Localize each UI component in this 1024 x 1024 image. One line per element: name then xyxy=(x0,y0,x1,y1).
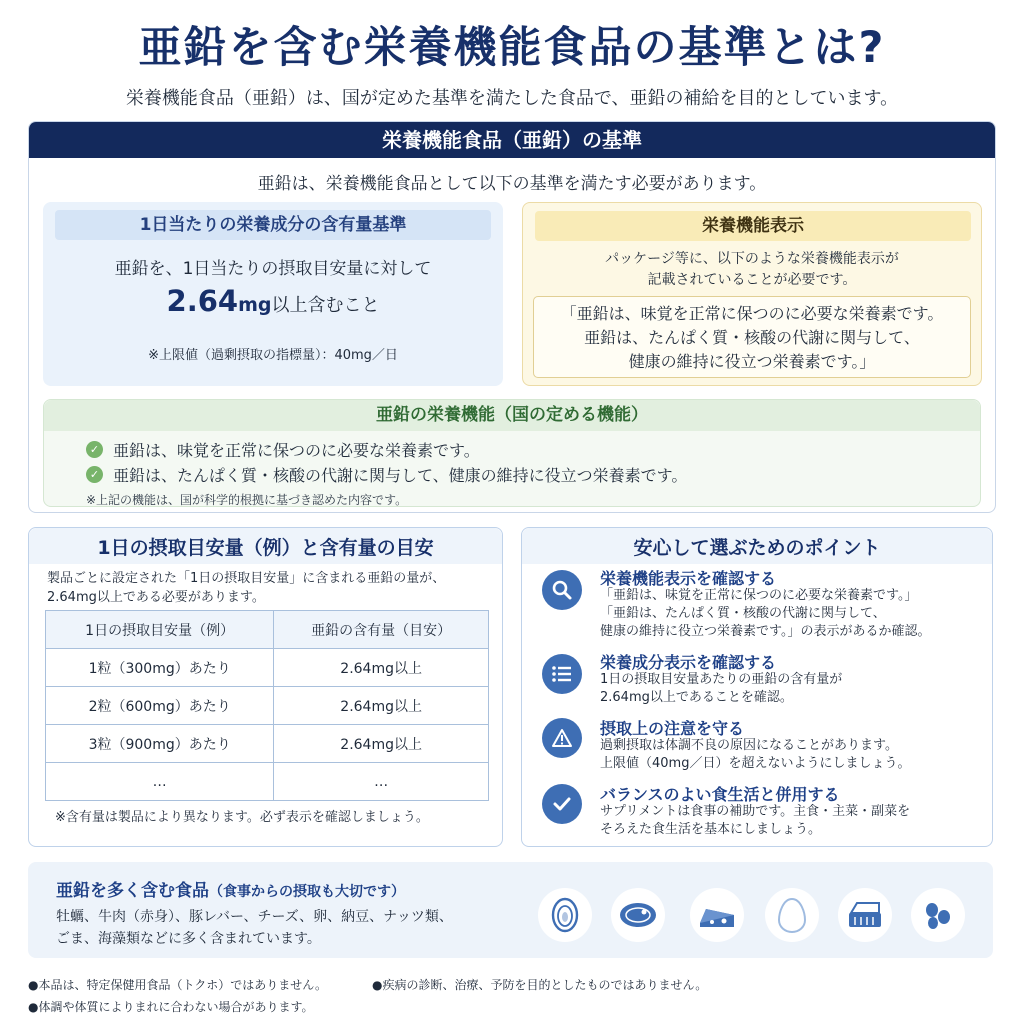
label-heading: 栄養機能表示 xyxy=(535,211,971,241)
point-line: 「亜鉛は、たんぱく質・核酸の代謝に関与して、 xyxy=(600,606,886,621)
foods-title xyxy=(56,876,405,901)
function-item xyxy=(86,463,687,486)
selection-points-panel xyxy=(521,527,993,847)
cheese-icon xyxy=(690,888,744,942)
label-desc-line: パッケージ等に、以下のような栄養機能表示が xyxy=(605,251,899,267)
table-cell: 2.64mg以上 xyxy=(274,725,489,763)
function-item-text: 亜鉛は、味覚を正常に保つのに必要な栄養素です。 xyxy=(113,441,480,460)
label-description xyxy=(523,249,981,291)
function-heading: 亜鉛の栄養機能（国の定める機能） xyxy=(44,400,980,431)
intake-unit: mg xyxy=(238,294,272,316)
points-heading: 安心して選ぶためのポイント xyxy=(633,537,881,559)
foods-title-main: 亜鉛を多く含む食品 xyxy=(56,881,209,901)
intake-example-panel xyxy=(28,527,503,847)
criteria-panel xyxy=(28,121,996,513)
nutrition-function-box xyxy=(43,399,981,507)
point-line: 「亜鉛は、味覚を正常に保つのに必要な栄養素です。」 xyxy=(600,588,918,603)
example-description xyxy=(47,569,492,607)
table-header-row xyxy=(46,611,489,649)
column-header: 亜鉛の含有量（目安） xyxy=(274,611,489,649)
check-icon xyxy=(542,784,582,824)
egg-icon xyxy=(765,888,819,942)
foods-line: ごま、海藻類などに多く含まれています。 xyxy=(56,931,321,947)
table-cell: 2粒（600mg）あたり xyxy=(46,687,274,725)
table-row xyxy=(46,649,489,687)
example-note: ※含有量は製品により異なります。必ず表示を確認しましょう。 xyxy=(55,810,429,825)
check-icon: ✓ xyxy=(86,441,103,458)
intake-heading: 1日当たりの栄養成分の含有量基準 xyxy=(55,210,491,240)
footer-note: ●本品は、特定保健用食品（トクホ）ではありません。 xyxy=(28,978,327,992)
table-cell: … xyxy=(274,763,489,801)
oyster-icon xyxy=(538,888,592,942)
label-quote xyxy=(533,296,971,378)
criteria-heading: 栄養機能食品（亜鉛）の基準 xyxy=(29,122,995,158)
function-item xyxy=(86,438,480,461)
warning-icon xyxy=(542,718,582,758)
nutrition-label-box xyxy=(522,202,982,386)
point-title: 栄養機能表示を確認する xyxy=(600,569,777,588)
example-heading: 1日の摂取目安量（例）と含有量の目安 xyxy=(97,537,434,559)
point-line: 1日の摂取目安量あたりの亜鉛の含有量が xyxy=(600,672,843,687)
function-item-text: 亜鉛は、たんぱく質・核酸の代謝に関与して、健康の維持に役立つ栄養素です。 xyxy=(113,466,688,485)
example-desc-line: 製品ごとに設定された「1日の摂取目安量」に含まれる亜鉛の量が、 xyxy=(47,571,446,586)
point-title: バランスのよい食生活と併用する xyxy=(600,785,840,804)
intake-amount-line xyxy=(43,284,503,318)
point-line: 過剰摂取は体調不良の原因になることがあります。 xyxy=(600,738,898,753)
label-desc-line: 記載されていることが必要です。 xyxy=(647,272,857,288)
zinc-foods-panel xyxy=(28,862,993,958)
magnifier-icon xyxy=(542,570,582,610)
example-desc-line: 2.64mg以上である必要があります。 xyxy=(47,590,265,605)
page-title: 亜鉛を含む栄養機能食品の基準とは? xyxy=(138,23,886,73)
quote-line: 亜鉛は、たんぱく質・核酸の代謝に関与して、 xyxy=(584,328,920,347)
natto-icon xyxy=(838,888,892,942)
foods-text xyxy=(56,906,526,950)
intake-suffix: 以上含むこと xyxy=(271,295,380,316)
point-line: そろえた食生活を基本にしましょう。 xyxy=(600,822,822,837)
point-text xyxy=(600,737,985,773)
foods-line: 牡蠣、牛肉（赤身）、豚レバー、チーズ、卵、納豆、ナッツ類、 xyxy=(56,909,453,925)
point-line: サプリメントは食事の補助です。主食・主菜・副菜を xyxy=(600,804,911,819)
point-title: 栄養成分表示を確認する xyxy=(600,653,777,672)
foods-title-sub: （食事からの摂取も大切です） xyxy=(209,884,405,900)
table-row xyxy=(46,725,489,763)
footer-note: ●疾病の診断、治療、予防を目的としたものではありません。 xyxy=(372,978,708,992)
intake-table xyxy=(45,610,489,801)
criteria-intro: 亜鉛は、栄養機能食品として以下の基準を満たす必要があります。 xyxy=(257,174,767,194)
intake-criteria-box xyxy=(43,202,503,386)
table-cell: 2.64mg以上 xyxy=(274,687,489,725)
list-icon xyxy=(542,654,582,694)
point-text xyxy=(600,587,985,641)
check-icon: ✓ xyxy=(86,466,103,483)
footer-note: ●体調や体質によりまれに合わない場合があります。 xyxy=(28,1000,314,1014)
quote-line: 健康の維持に役立つ栄養素です。」 xyxy=(628,352,876,371)
column-header: 1日の摂取目安量（例） xyxy=(46,611,274,649)
table-cell: … xyxy=(46,763,274,801)
intake-line: 亜鉛を、1日当たりの摂取目安量に対して xyxy=(114,259,432,279)
point-line: 2.64mg以上であることを確認。 xyxy=(600,690,793,705)
point-line: 上限値（40mg／日）を超えないようにしましょう。 xyxy=(600,756,911,771)
point-title: 摂取上の注意を守る xyxy=(600,719,745,738)
nuts-icon xyxy=(911,888,965,942)
function-note: ※上記の機能は、国が科学的根拠に基づき認めた内容です。 xyxy=(86,493,408,507)
intake-amount: 2.64 xyxy=(166,284,239,318)
table-cell: 2.64mg以上 xyxy=(274,649,489,687)
table-row xyxy=(46,687,489,725)
intake-upper-limit-note: ※上限値（過剰摂取の指標量）：40mg／日 xyxy=(148,348,398,363)
point-text xyxy=(600,803,985,839)
table-row xyxy=(46,763,489,801)
point-line: 健康の維持に役立つ栄養素です。」の表示があるか確認。 xyxy=(600,624,931,639)
point-text xyxy=(600,671,985,707)
beef-icon xyxy=(611,888,665,942)
table-cell: 3粒（900mg）あたり xyxy=(46,725,274,763)
table-cell: 1粒（300mg）あたり xyxy=(46,649,274,687)
quote-line: 「亜鉛は、味覚を正常に保つのに必要な栄養素です。 xyxy=(560,304,944,323)
page-subtitle: 栄養機能食品（亜鉛）は、国が定めた基準を満たした食品で、亜鉛の補給を目的としています。 xyxy=(125,88,899,109)
